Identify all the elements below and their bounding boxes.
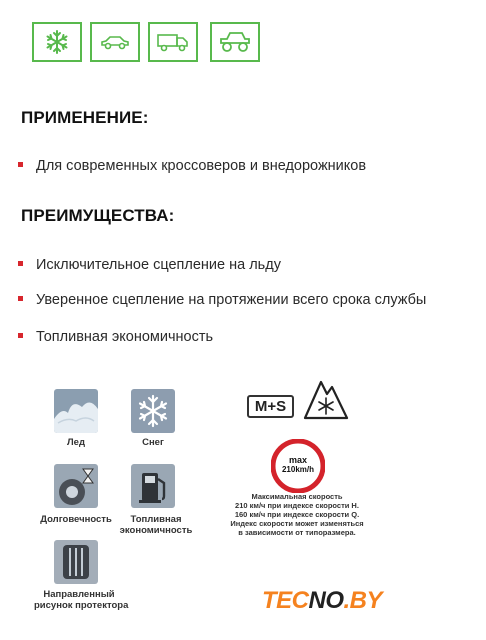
bullet-icon	[18, 162, 23, 167]
feature-label-tread: Направленный рисунок протектора	[34, 589, 129, 611]
snowflake-icon	[44, 29, 70, 55]
ice-icon	[54, 389, 98, 433]
category-truck[interactable]	[148, 22, 198, 62]
tread-pattern-icon	[54, 540, 98, 584]
tread-tile	[54, 540, 98, 584]
category-car[interactable]	[90, 22, 140, 62]
feature-label-durability: Долговечность	[40, 514, 112, 525]
fuel-pump-icon	[131, 464, 175, 508]
bullet-icon	[18, 261, 23, 266]
ice-tile	[54, 389, 98, 433]
snowflake-icon	[131, 389, 175, 433]
speed-note: Максимальная скорость 210 км/ч при индексе скорости H. 160 км/ч при индексе скорости Q. Индекс скорости может изменяться в зависимости от типоразмера.	[230, 492, 364, 537]
car-icon	[100, 33, 130, 51]
durability-tile	[54, 464, 98, 508]
mountain-snowflake-icon	[303, 376, 349, 420]
speed-max-label: max	[288, 455, 307, 465]
truck-icon	[156, 31, 190, 53]
list-item: Топливная экономичность	[18, 329, 213, 345]
list-item: Уверенное сцепление на протяжении всего срока службы	[18, 292, 426, 308]
speed-value-label: 210km/h	[281, 465, 315, 474]
snow-tile	[131, 389, 175, 433]
suv-icon	[218, 30, 252, 54]
section-title-application: ПРИМЕНЕНИЕ:	[21, 108, 149, 127]
category-winter[interactable]	[32, 22, 82, 62]
category-suv[interactable]	[210, 22, 260, 62]
feature-label-fuel: Топливная экономичность	[119, 514, 193, 536]
brand-logo[interactable]: TECNO.BY	[262, 587, 383, 614]
fuel-tile	[131, 464, 175, 508]
feature-label-ice: Лед	[67, 437, 85, 448]
ms-label: M+S	[254, 398, 287, 415]
tire-hourglass-icon	[54, 464, 98, 508]
list-item: Для современных кроссоверов и внедорожников	[18, 158, 366, 174]
bullet-icon	[18, 333, 23, 338]
bullet-icon	[18, 296, 23, 301]
ms-badge	[247, 395, 294, 418]
section-title-advantages: ПРЕИМУЩЕСТВА:	[21, 206, 175, 225]
list-item: Исключительное сцепление на льду	[18, 257, 281, 273]
feature-label-snow: Снег	[142, 437, 164, 448]
